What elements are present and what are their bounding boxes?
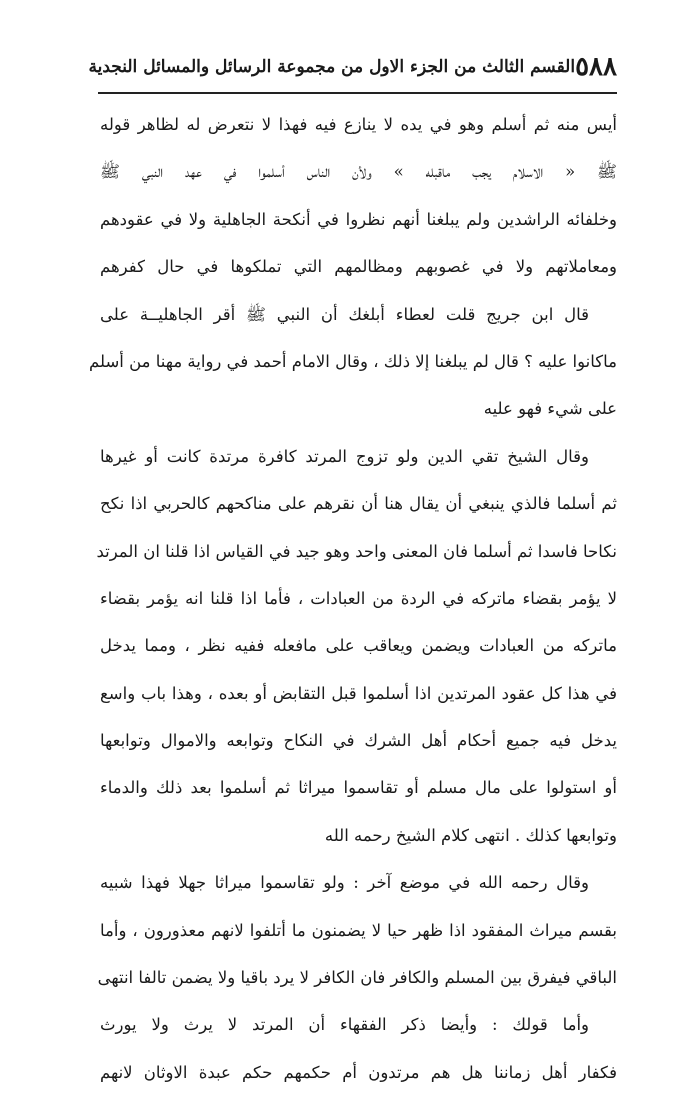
text-line: ماكانوا عليه ؟ قال لم يبلغنا إلا ذلك ، وقال الامام أحمد في رواية مهنا من أسلم — [89, 351, 617, 371]
text-line: أو استولوا على مال مسلم أو تقاسموا ميراثا ثم أسلموا بعد ذلك والدماء — [100, 778, 617, 798]
text-line: أيس منه ثم أسلم وهو في يده لا ينازع فيه فهذا لا نتعرض له لظاهر قوله — [100, 115, 617, 134]
body-text — [89, 101, 617, 1082]
page-number: ٥٨٨ — [575, 52, 617, 82]
text-line: فكفار أهل زماننا هل هم مرتدون أم حكمهم حكم عبدة الاوثان لانهم — [100, 1062, 617, 1082]
text-line: وخلفائه الراشدين ولم يبلغنا أنهم نظروا في أنكحة الجاهلية ولا في عقودهم — [100, 209, 617, 229]
text-line: ومعاملاتهم ولا في غصوبهم ومظالمهم التي تملكوها في حال كفرهم — [100, 257, 617, 277]
running-title: القسم الثالث من الجزء الاول من مجموعة الرسائل والمسائل النجدية — [88, 57, 576, 77]
text-line: يدخل فيه جميع أحكام أهل الشرك في النكاح وتوابعه والاموال وتوابعها — [100, 731, 617, 751]
text-line: الباقي فيفرق بين المسلم والكافر فان الكافر لا يرد باقيا ولا يضمن تالفا انتهى — [97, 968, 617, 988]
text-line: لا يؤمر بقضاء ماتركه في الردة من العبادات ، فأما اذا قلنا انه يؤمر بقضاء — [100, 588, 617, 608]
text-line: في هذا كل عقود المرتدين اذا أسلموا قبل التقابض أو بعده ، وهذا باب واسع — [100, 683, 617, 703]
text-line: وتوابعها كذلك . انتهى كلام الشيخ رحمه الله — [324, 825, 617, 845]
page-header — [88, 44, 617, 90]
text-line: على شيء فهو عليه — [483, 399, 617, 419]
text-line: نكاحا فاسدا ثم أسلما فان المعنى واحد وهو جيد في القياس اذا قلنا ان المرتد — [96, 541, 617, 561]
text-line: ﷺ « الاسلام يجب ماقبله » ولأن الناس أسلموا في عهد النبي ﷺ — [100, 162, 617, 182]
text-line: ماتركه من العبادات ويضمن ويعاقب على مافعله ففيه نظر ، ومما يدخل — [100, 636, 617, 656]
text-line: وأما قولك : وأيضا ذكر الفقهاء أن المرتد لا يرث ولا يورث — [100, 1015, 589, 1035]
header-rule — [98, 92, 617, 94]
text-line: وقال رحمه الله في موضع آخر : ولو تقاسموا ميراثا جهلا فهذا شبيه — [100, 873, 589, 893]
text-line: وقال الشيخ تقي الدين ولو تزوج المرتد كافرة مرتدة كانت أو غيرها — [100, 446, 589, 466]
text-line: بقسم ميراث المفقود اذا ظهر حيا لا يضمنون ما أتلفوا لانهم معذورون ، وأما — [100, 920, 617, 940]
text-line: قال ابن جريج قلت لعطاء أبلغك أن النبي ﷺ أقر الجاهليــة على — [100, 304, 589, 324]
text-line: ثم أسلما فالذي ينبغي أن يقال هنا أن نقرهم على مناكحهم كالحربي اذا نكح — [100, 494, 617, 514]
